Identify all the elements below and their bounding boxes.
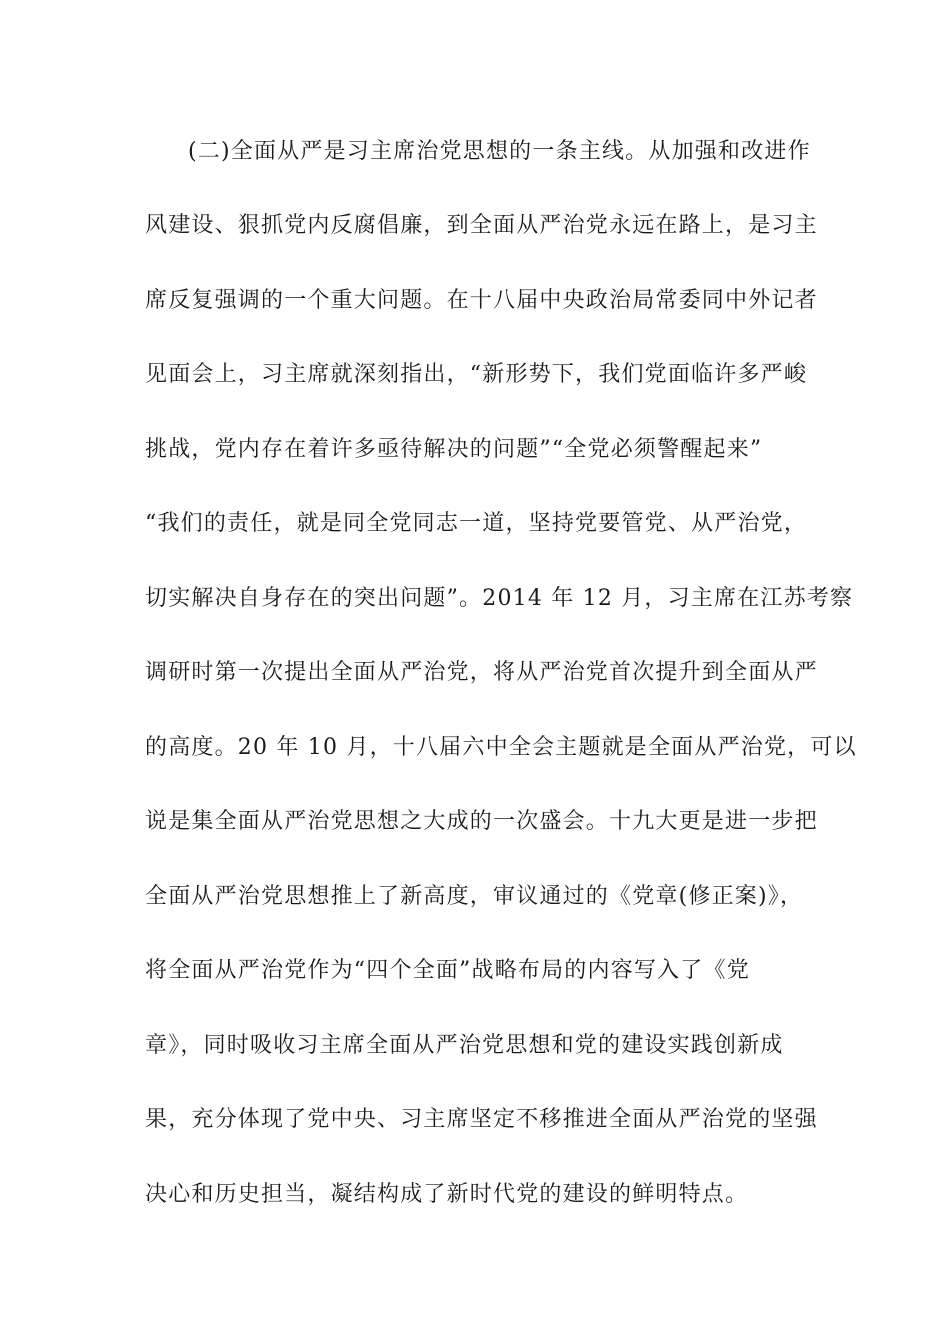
paragraph-line: 席反复强调的一个重大问题。在十八届中央政治局常委同中外记者 (145, 288, 818, 313)
paragraph-line: 全面从严治党思想推上了新高度，审议通过的《党章(修正案)》， (145, 884, 804, 909)
paragraph-line: (二)全面从严是习主席治党思想的一条主线。从加强和改进作 (188, 139, 811, 164)
paragraph-line: “我们的责任，就是同全党同志一道，坚持党要管党、从严治党， (145, 511, 808, 536)
paragraph-line: 决心和历史担当，凝结构成了新时代党的建设的鲜明特点。 (145, 1182, 749, 1207)
paragraph-line: 挑战，党内存在着许多亟待解决的问题”“全党必须警醒起来” (145, 437, 763, 462)
paragraph-line: 切实解决自身存在的突出问题”。2014 年 12 月，习主席在江苏考察 (145, 586, 854, 611)
paragraph-line: 的高度。20 年 10 月，十八届六中全会主题就是全面从严治党，可以 (145, 735, 857, 760)
paragraph-line: 见面会上，习主席就深刻指出，“新形势下，我们党面临许多严峻 (145, 362, 808, 387)
paragraph-line: 果，充分体现了党中央、习主席坚定不移推进全面从严治党的坚强 (145, 1107, 818, 1132)
paragraph-line: 章》，同时吸收习主席全面从严治党思想和党的建设实践创新成 (145, 1033, 784, 1058)
paragraph-line: 风建设、狠抓党内反腐倡廉，到全面从严治党永远在路上，是习主 (145, 213, 818, 238)
paragraph-line: 调研时第一次提出全面从严治党，将从严治党首次提升到全面从严 (145, 660, 818, 685)
paragraph-line: 将全面从严治党作为“四个全面”战略布局的内容写入了《党 (145, 958, 750, 983)
paragraph-line: 说是集全面从严治党思想之大成的一次盛会。十九大更是进一步把 (145, 809, 818, 834)
